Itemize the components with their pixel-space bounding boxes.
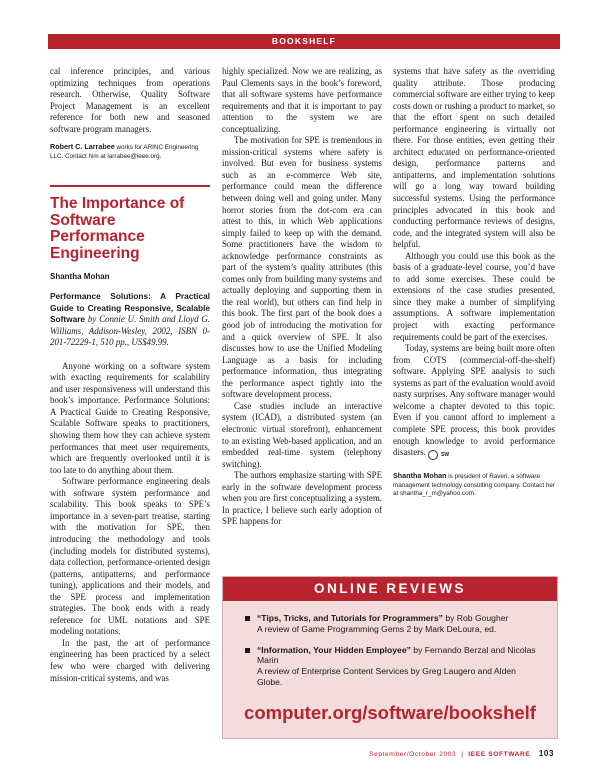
reviewer-name-1: Robert C. Larrabee bbox=[50, 142, 115, 152]
review-item-1[interactable] bbox=[257, 613, 541, 635]
footer-issue: September/October 2003 bbox=[369, 751, 457, 758]
reviewer-bio-1 bbox=[50, 143, 210, 161]
book-reference bbox=[50, 291, 210, 349]
col2-paragraph-1: highly specialized. Now we are realizing, as Paul Clements says in the book’s foreword, that all software systems have performance requirements and that it is important to pay attention to the system we are conceptualizing. bbox=[222, 66, 382, 134]
column-2 bbox=[222, 66, 382, 528]
review-desc-2: A review of Enterprise Content Services by Greg Laugero and Alden Globe. bbox=[257, 666, 516, 687]
reviewer-bio-text-1: works for ARINC Engineering LLC. Contact him at larrabee@ieee.org. bbox=[50, 144, 199, 160]
review-desc-1: A review of Game Programming Gems 2 by Mark DeLoura, ed. bbox=[257, 623, 497, 634]
end-mark-icon: SW bbox=[428, 450, 438, 460]
col2-paragraph-2: The motivation for SPE is tremendous in mission-critical systems where safety is involved. But even for business systems such as an e-commerce Web site, performance could mean the difference between doing well and going under. Many horror stories from the dot-com era can attest to this, in which Web applications simply failed to keep up with the demand. Some practitioners have the wisdom to acknowledge performance constraints as part of the system’s quality attributes (this comes only from building many systems and actually deploying and supporting them in the real world), but others can find help in this book. The first part of the book does a good job of introducing the motivation for and a quick overview of SPE. It also discusses how to use the Unified Modeling Language as a basis for including performance information, thus integrating the performance aspect tightly into the software development process. bbox=[222, 135, 382, 400]
page-footer: September/October 2003 | IEEE SOFTWARE 103 bbox=[369, 749, 554, 758]
col1-paragraph-2: Software performance engineering deals with software system performance and scalability. This book speaks to SPE’s importance in a seven-part treatise, starting with the motivation for SPE, then introducing the methodology and tools (including models for distributed systems), data collection, performance-oriented design (patterns, antipatterns, and performance tuning), applications and their models, and the SPE process and implementation strategies. The book ends with a ready reference for UML notations and SPE modeling notations. bbox=[50, 476, 210, 637]
col3-paragraph-2: Although you could use this book as the basis of a graduate-level course, you’d have to add some exercises. These could be extensions of the case studies presented, since they make a number of simplifying assumptions. A software implementation project with exacting performance requirements could be part of the exercises. bbox=[393, 250, 555, 342]
divider-rule bbox=[50, 185, 210, 187]
online-reviews-box bbox=[222, 576, 558, 739]
article-author: Shantha Mohan bbox=[50, 272, 110, 282]
review-title-1: “Tips, Tricks, and Tutorials for Programmers” bbox=[257, 613, 443, 623]
col1-paragraph-1: Anyone working on a software system with exacting requirements for scalability and user responsiveness will understand this book’s importance. Performance Solutions: A Practical Guide to Creating Responsive, Scalable Software speaks to practitioners, showing them how they can achieve system performances that meet user requirements, which are frequently overlooked until it is too late to do anything about them. bbox=[50, 360, 210, 475]
bullet-icon bbox=[245, 616, 250, 621]
col3-paragraph-1: systems that have safety as the overriding quality attribute. Those producing commercial software are either trying to keep costs down or rushing a product to market, so that the effort spent on such detailed performance engineering is virtually not there. For those entities, even getting their architect educated on performance-oriented design, performance patterns and antipatterns, and implementation solutions will go a long way toward building successful systems. Using the performance principles advocated in this book and conducting performance reviews of designs, code, and the integrated system will also be helpful. bbox=[393, 66, 555, 250]
section-banner bbox=[48, 34, 560, 49]
page-number: 103 bbox=[538, 749, 554, 758]
col3-paragraph-3 bbox=[393, 343, 555, 460]
col2-paragraph-4: The authors emphasize starting with SPE early in the software development process when you are first conceptualizing a system. In practice, I believe such early adoption of SPE happens for bbox=[222, 470, 382, 527]
review-item-2[interactable] bbox=[257, 645, 541, 688]
book-title: Performance Solutions: A Practical Guide to Creating Responsive, Scalable Software bbox=[50, 291, 210, 325]
column-1 bbox=[50, 66, 210, 684]
bookshelf-url-link[interactable]: computer.org/software/bookshelf bbox=[244, 701, 536, 723]
review-by-2: by Fernando Berzal and Nicolas Marin bbox=[257, 644, 536, 666]
online-reviews-heading: ONLINE REVIEWS bbox=[223, 577, 557, 601]
article-title: The Importance of Software Performance Engineering bbox=[50, 195, 185, 262]
book-details: by Connie U. Smith and Lloyd G. Williams, Addison-Wesley, 2002, ISBN 0-201-72229-1, 510 pp., US$49.99. bbox=[50, 314, 211, 348]
review-by-1: by Rob Gougher bbox=[442, 613, 509, 623]
reviewer-bio-text-2: is president of Raveri, a software management technology consulting company. Contact her at shantha_r_m@yahoo.com. bbox=[393, 473, 555, 498]
col1-paragraph-3: In the past, the art of performance engineering has been practiced by a select few who were charged with delivering mission-critical systems, and was bbox=[50, 637, 210, 683]
review-title-2: “Information, Your Hidden Employee” bbox=[257, 644, 411, 655]
reviewer-name-2: Shantha Mohan bbox=[393, 471, 447, 481]
col3-paragraph-3-text: Today, systems are being built more often from COTS (commercial-off-the-shelf) software. Applying SPE analysis to such systems as part of the evaluation would avoid nasty surprises. Any software manager would welcome a chapter devoted to this topic. Even if you cannot afford to implement a complete SPE process, this book provides enough knowledge to avoid performance disasters. bbox=[393, 343, 555, 458]
bullet-icon bbox=[245, 648, 250, 653]
column-3 bbox=[393, 66, 555, 499]
section-banner-label: BOOKSHELF bbox=[271, 36, 337, 46]
reviewer-bio-2 bbox=[393, 472, 555, 499]
footer-magazine: IEEE SOFTWARE bbox=[468, 751, 531, 758]
col2-paragraph-3: Case studies include an interactive system (ICAD), a distributed system (an electronic virtual storefront), enhancement to an existing Web-based application, and an embedded real-time system (telephony switching). bbox=[222, 400, 382, 469]
intro-paragraph: cal inference principles, and various optimizing techniques from operations research. Otherwise, Quality Software Project Management is an excellent reference for both new and seasoned software program managers. bbox=[50, 66, 210, 134]
